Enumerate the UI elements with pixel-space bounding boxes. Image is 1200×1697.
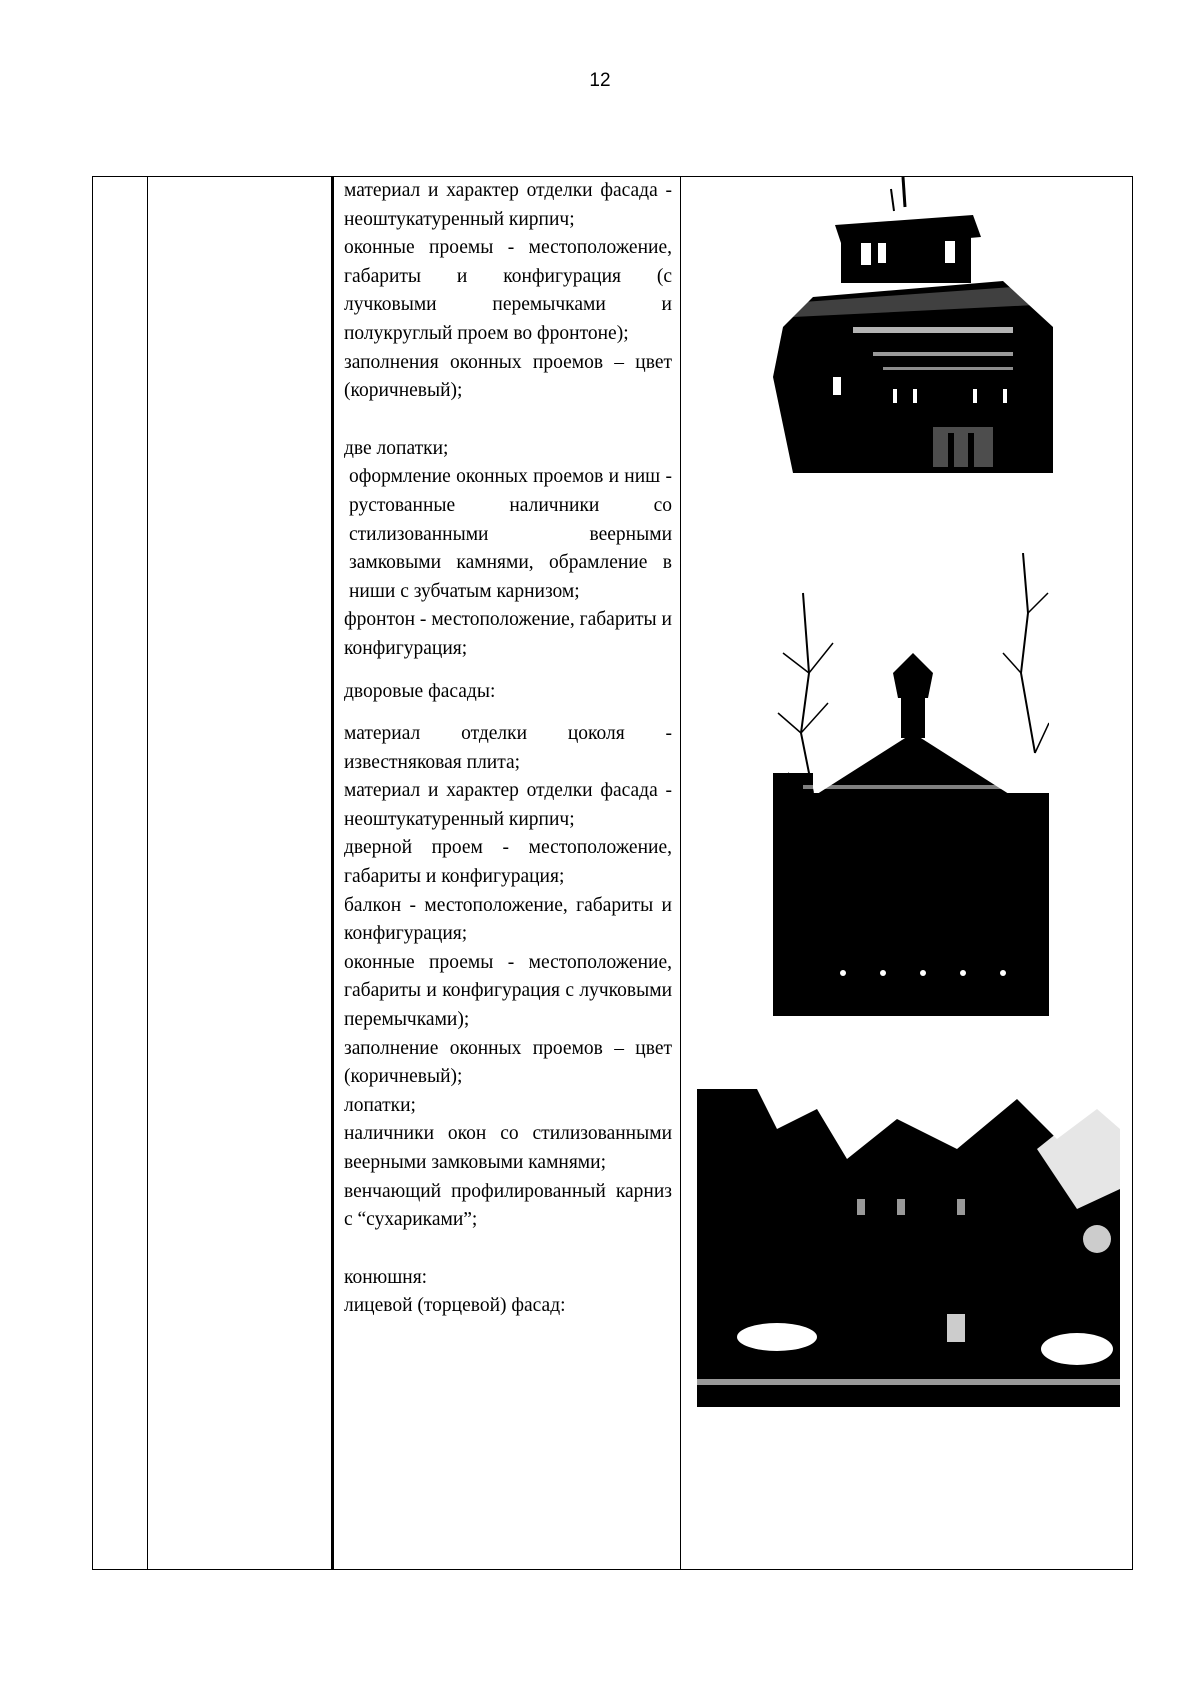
tower-photo xyxy=(773,177,1058,473)
description-heading: дворовые фасады: xyxy=(344,680,496,702)
description-item: дверной проем - местоположение, габариты и конфигурация; xyxy=(344,837,672,888)
description-item: наличники окон со стилизованными веерными замковыми камнями; xyxy=(344,1123,672,1173)
courtyard-facade-photo xyxy=(697,1089,1120,1407)
description-item: фронтон - местоположение, габариты и конфигурация; xyxy=(344,609,672,659)
description-heading: конюшня: xyxy=(344,1266,428,1288)
description-item: оконные проемы - местоположение, габариты и конфигурация с лучковыми перемычками); xyxy=(344,951,672,1031)
facade-with-trees-photo xyxy=(773,553,1049,1016)
description-item: материал и характер отделки фасада - неоштукатуренный кирпич; xyxy=(344,180,672,230)
page-number: 12 xyxy=(589,70,611,91)
description-item: заполнения оконных проемов – цвет (коричневый); xyxy=(344,351,672,402)
description-item: оформление оконных проемов и ниш - рустованные наличники со стилизованными веерными замковыми камнями, обрамление в ниши с зубчатым карнизом; xyxy=(349,466,672,602)
heritage-table xyxy=(92,176,1133,1570)
description-item: балкон - местоположение, габариты и конфигурация; xyxy=(344,894,672,945)
description-item: две лопатки; xyxy=(344,437,449,459)
description-text xyxy=(334,177,680,1321)
table-row xyxy=(93,177,1133,1570)
description-item: материал и характер отделки фасада - неоштукатуренный кирпич; xyxy=(344,780,672,830)
name-cell xyxy=(148,177,333,1570)
photo-cell xyxy=(681,177,1133,1570)
description-item: венчающий профилированный карниз с “сухариками”; xyxy=(344,1180,672,1231)
description-item: заполнение оконных проемов – цвет (коричневый); xyxy=(344,1037,672,1088)
number-cell xyxy=(93,177,148,1570)
description-item: лопатки; xyxy=(344,1094,416,1116)
description-item: материал отделки цоколя - известняковая плита; xyxy=(344,723,672,773)
description-item: лицевой (торцевой) фасад: xyxy=(344,1295,566,1317)
description-item: оконные проемы - местоположение, габариты и конфигурация (с лучковыми перемычками и полукруглый проем во фронтоне); xyxy=(344,237,672,344)
description-cell xyxy=(333,177,681,1570)
